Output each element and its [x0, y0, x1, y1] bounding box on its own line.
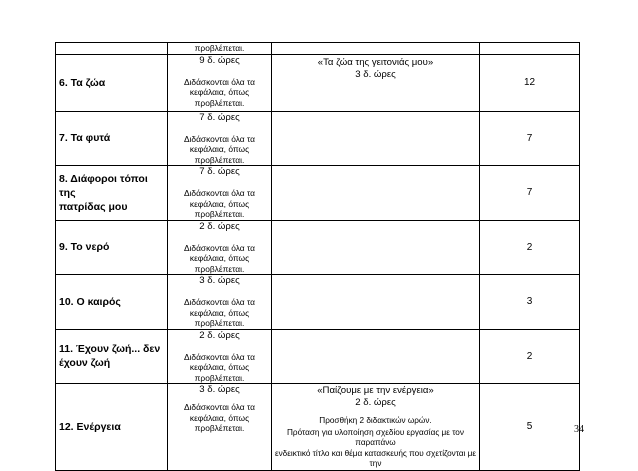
table-row: [56, 54, 580, 111]
hours-cell: [168, 166, 272, 221]
table-row: [56, 329, 580, 384]
description-line: Διδάσκονται όλα τα: [183, 242, 256, 253]
hours-label: 3 δ. ώρες: [199, 275, 240, 286]
project-note: ενδεικτικό τίτλο και θέμα κατασκευής που σχετίζονται με την: [274, 448, 477, 468]
description-line: Διδάσκονται όλα τα: [183, 133, 256, 144]
project-cell: [272, 329, 480, 384]
curriculum-table: [55, 42, 580, 471]
table-row: [56, 43, 580, 55]
description-line: κεφάλαια, όπως: [189, 412, 250, 423]
value-cell: 2: [480, 220, 580, 275]
hours-cell: [168, 220, 272, 275]
project-title: «Τα ζώα της γειτονιάς μου»: [317, 56, 434, 68]
description-line: κεφάλαια, όπως: [189, 253, 250, 263]
hours-label: 3 δ. ώρες: [199, 384, 240, 395]
description-line: προβλέπεται.: [194, 263, 245, 274]
project-cell: [272, 166, 480, 221]
hours-cell: [168, 54, 272, 111]
hours-cell: [168, 329, 272, 384]
description-line: κεφάλαια, όπως: [189, 198, 250, 209]
description-line: προβλέπεται.: [194, 372, 245, 383]
value-cell: 7: [480, 166, 580, 221]
table-row: [56, 166, 580, 221]
hours-cell: [168, 384, 272, 471]
unit-name: 12. Ενέργεια: [56, 384, 168, 471]
unit-cell: [56, 43, 168, 55]
unit-name: 11. Έχουν ζωή... δεν έχουν ζωή: [56, 329, 168, 384]
project-hours: 3 δ. ώρες: [355, 68, 396, 80]
hours-label: 7 δ. ώρες: [199, 166, 240, 177]
value-cell: 7: [480, 111, 580, 166]
hours-cell: [168, 111, 272, 166]
description-line: προβλέπεται.: [194, 423, 245, 433]
value-cell: [480, 43, 580, 55]
hours-label: 7 δ. ώρες: [199, 111, 240, 123]
unit-name: 10. Ο καιρός: [56, 275, 168, 330]
hours-cell: [168, 275, 272, 330]
description-line: Διδάσκονται όλα τα: [183, 188, 256, 198]
description-line: κεφάλαια, όπως: [189, 307, 250, 318]
description-line: προβλέπεται.: [194, 209, 245, 219]
project-cell: [272, 220, 480, 275]
project-cell: [272, 54, 480, 111]
project-cell: [272, 111, 480, 166]
unit-name: 9. Το νερό: [56, 220, 168, 275]
hours-label: 2 δ. ώρες: [199, 329, 240, 341]
description-line: Διδάσκονται όλα τα: [183, 297, 256, 307]
project-cell: [272, 384, 480, 471]
description-line: προβλέπεται.: [194, 318, 245, 328]
unit-name: 8. Διάφοροι τόποι της πατρίδας μου: [56, 166, 168, 221]
hours-label: 9 δ. ώρες: [199, 54, 240, 66]
unit-name: 7. Τα φυτά: [56, 111, 168, 166]
description-line: προβλέπεται.: [194, 97, 245, 108]
value-cell: 12: [480, 54, 580, 111]
description-line: κεφάλαια, όπως: [189, 144, 250, 154]
project-hours: 2 δ. ώρες: [355, 397, 396, 408]
table-row: [56, 275, 580, 330]
project-cell: [272, 43, 480, 55]
value-cell: 3: [480, 275, 580, 330]
description-line: κεφάλαια, όπως: [189, 87, 250, 97]
description-cell: προβλέπεται.: [168, 43, 272, 55]
table-row: [56, 220, 580, 275]
description-line: Διδάσκονται όλα τα: [183, 402, 256, 412]
project-cell: [272, 275, 480, 330]
description-line: προβλέπεται.: [194, 154, 245, 165]
table-row: [56, 111, 580, 166]
description-line: Διδάσκονται όλα τα: [183, 76, 256, 87]
project-note: Πρόταση για υλοποίηση σχεδίου εργασίας με τον παραπάνω: [287, 427, 464, 447]
project-title: «Παίζουμε με την ενέργεια»: [317, 385, 434, 396]
hours-label: 2 δ. ώρες: [199, 220, 240, 232]
value-cell: 2: [480, 329, 580, 384]
table-row: [56, 384, 580, 471]
project-note: Προσθήκη 2 διδακτικών ωρών.: [319, 416, 432, 425]
value-cell: 5: [480, 384, 580, 471]
unit-name: 6. Τα ζώα: [56, 54, 168, 111]
description-line: κεφάλαια, όπως: [189, 362, 250, 372]
description-line: Διδάσκονται όλα τα: [183, 351, 256, 362]
page-number: 34: [574, 424, 584, 435]
